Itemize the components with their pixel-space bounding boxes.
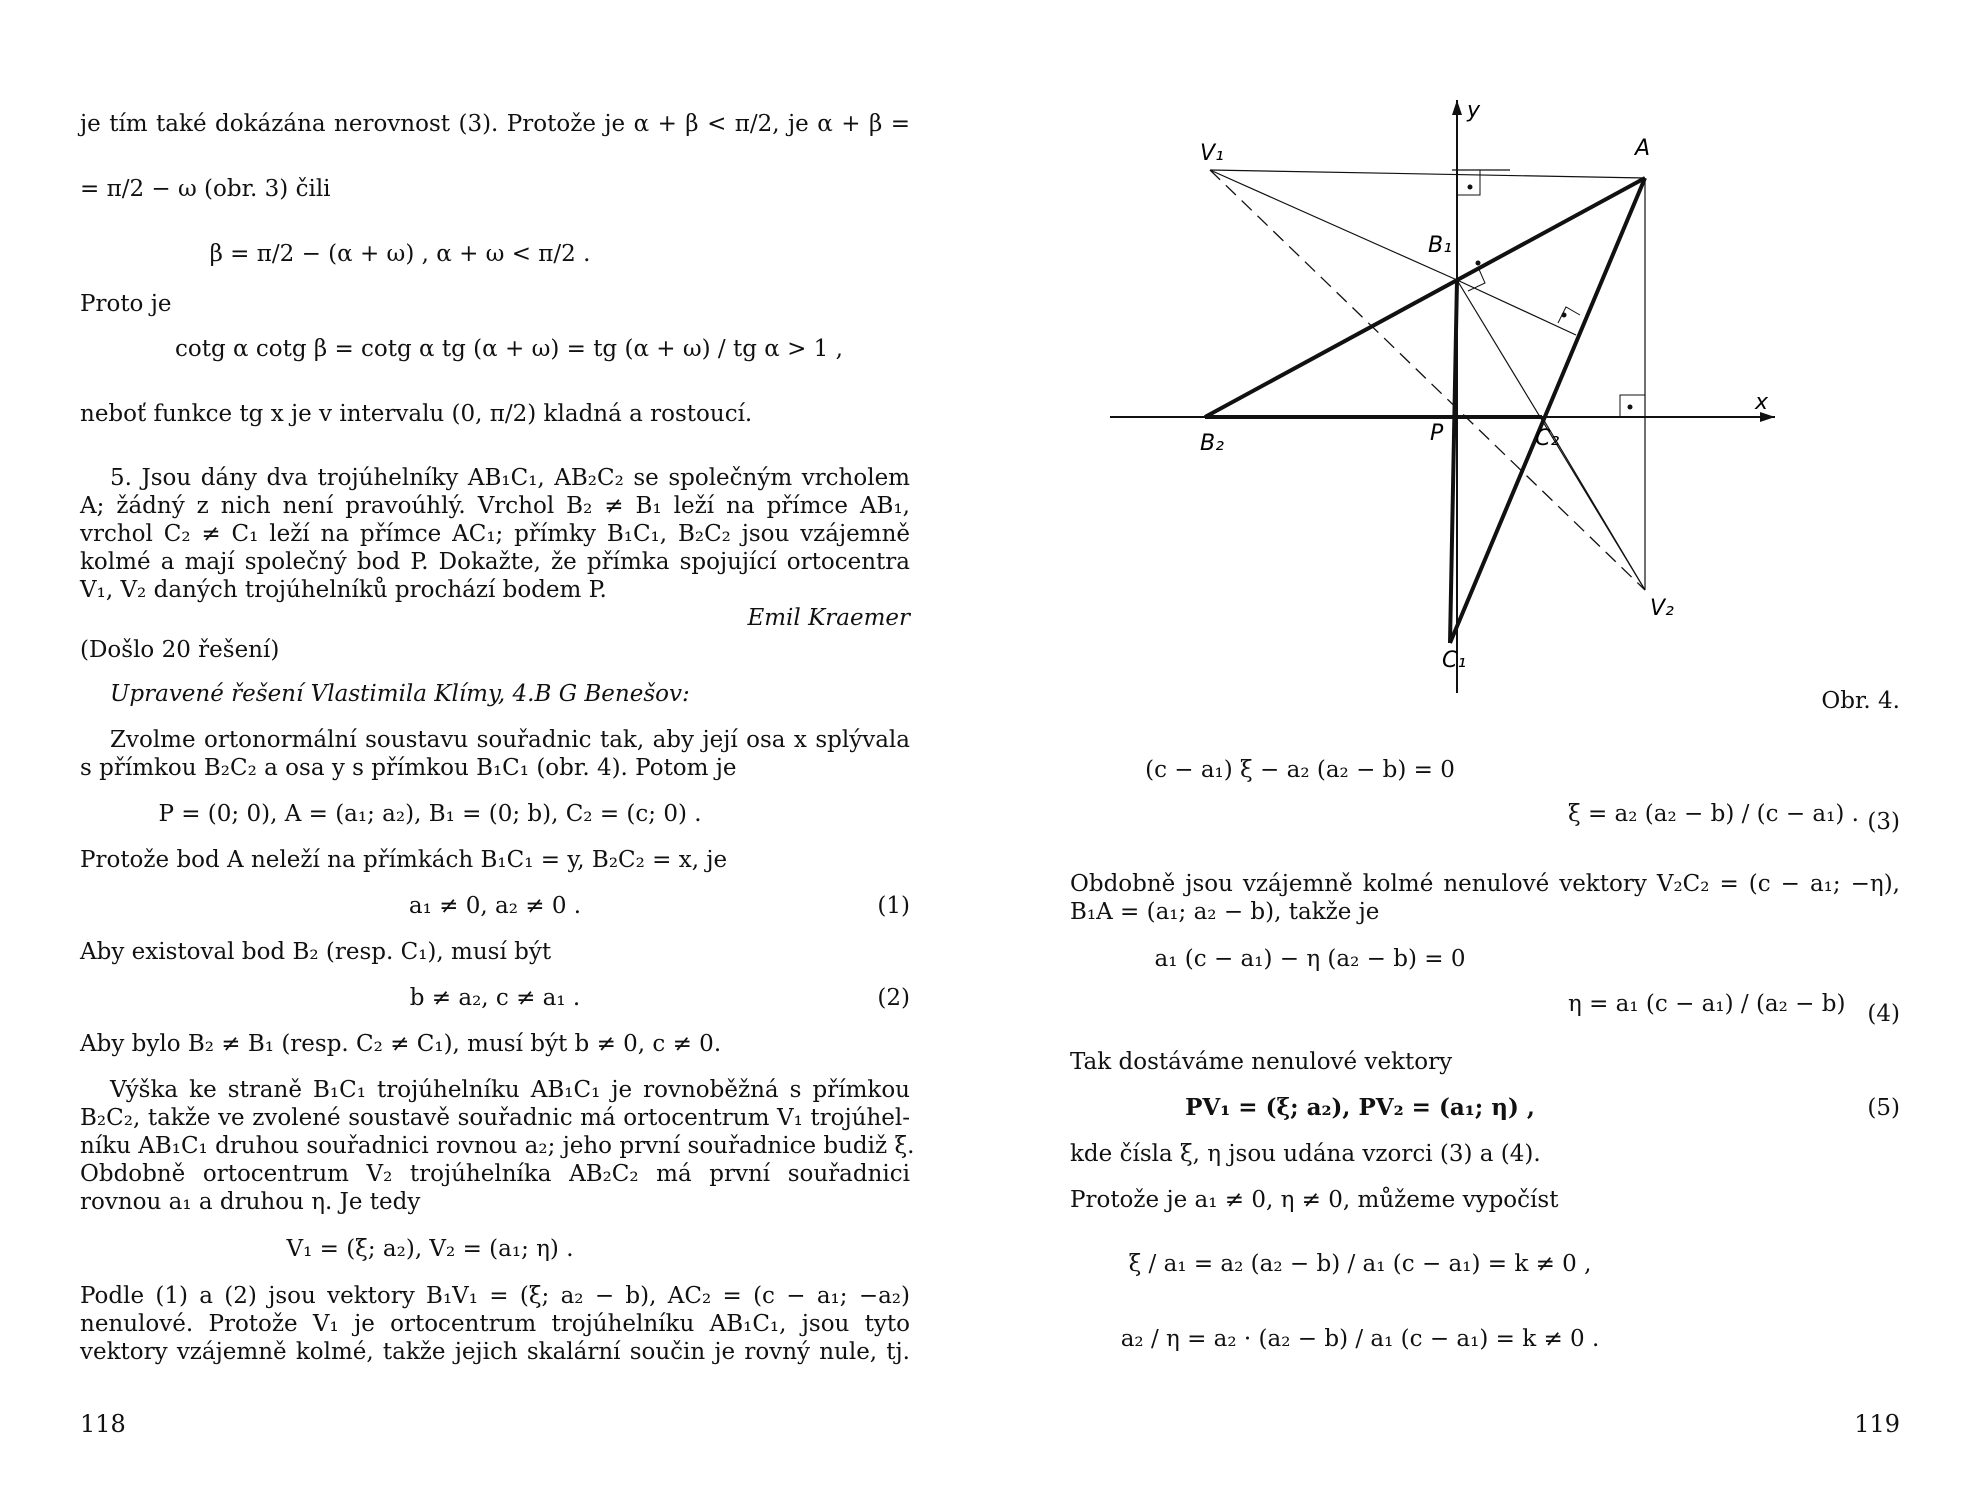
text-line: Obdobně ortocentrum V₂ trojúhelníka AB₂C₂ má první souřadnici (80, 1161, 910, 1187)
equation-number: (2) (877, 985, 910, 1011)
line-V1-A (1210, 170, 1645, 178)
text-line: Protože je a₁ ≠ 0, η ≠ 0, můžeme vypočíst (1070, 1187, 1559, 1213)
right-angle-mark (1457, 170, 1480, 195)
equation: a₁ ≠ 0, a₂ ≠ 0 . (408, 893, 582, 919)
equation: a₁ (c − a₁) − η (a₂ − b) = 0 (1154, 946, 1466, 972)
text-line: B₂C₂, takže ve zvolené soustavě souřadnic má ortocentrum V₁ trojúhel- (80, 1105, 910, 1131)
right-angle-mark (1558, 307, 1580, 323)
text-line: neboť funkce tg x je v intervalu (0, π/2) kladná a rostoucí. (80, 401, 753, 427)
equation: β = π/2 − (α + ω) , α + ω < π/2 . (209, 241, 591, 267)
line-A-C1 (1450, 178, 1645, 643)
equation-number: (1) (877, 893, 910, 919)
right-page (990, 0, 1980, 1500)
equation: η = a₁ (c − a₁) / (a₂ − b) (1568, 991, 1846, 1017)
text-line: Výška ke straně B₁C₁ trojúhelníku AB₁C₁ je rovnoběžná s přímkou (110, 1077, 910, 1103)
text-line: rovnou a₁ a druhou η. Je tedy (80, 1189, 421, 1215)
text-line: = π/2 − ω (obr. 3) čili (80, 176, 331, 202)
equation-number: (4) (1867, 1001, 1900, 1027)
line-B2-A (1205, 178, 1645, 417)
text-line: Podle (1) a (2) jsou vektory B₁V₁ = (ξ; a₂ − b), AC₂ = (c − a₁; −a₂) (80, 1283, 910, 1309)
problem-text: A; žádný z nich není pravoúhlý. Vrchol B₂ ≠ B₁ leží na přímce AB₁, (80, 493, 910, 519)
label-P: P (1430, 421, 1444, 446)
text-line: kde čísla ξ, η jsou udána vzorci (3) a (4). (1070, 1141, 1541, 1167)
label-A: A (1635, 136, 1651, 161)
text-line: nenulové. Protože V₁ je ortocentrum trojúhelníku AB₁C₁, jsou tyto (80, 1311, 910, 1337)
right-angle-dot (1476, 261, 1481, 266)
line-V1-B1 (1210, 170, 1457, 280)
equation: cotg α cotg β = cotg α tg (α + ω) = tg (α + ω) / tg α > 1 , (175, 336, 843, 362)
text-line: Protože bod A neleží na přímkách B₁C₁ = y, B₂C₂ = x, je (80, 847, 728, 873)
label-B1: B₁ (1428, 233, 1452, 258)
text-line: níku AB₁C₁ druhou souřadnici rovnou a₂; jeho první souřadnice budiž ξ. (80, 1133, 915, 1159)
text-line: Tak dostáváme nenulové vektory (1070, 1049, 1453, 1075)
text-line: Aby existoval bod B₂ (resp. C₁), musí být (80, 939, 552, 965)
figure-4 (1110, 95, 1790, 695)
page-number: 118 (80, 1410, 126, 1438)
figure-caption: Obr. 4. (1821, 688, 1900, 714)
right-angle-mark (1620, 395, 1645, 417)
equation: V₁ = (ξ; a₂), V₂ = (a₁; η) . (286, 1236, 574, 1262)
label-B2: B₂ (1200, 431, 1224, 456)
problem-text: 5. Jsou dány dva trojúhelníky AB₁C₁, AB₂C₂ se společným vrcholem (110, 465, 910, 491)
label-C2: C₂ (1535, 426, 1560, 451)
text-line: vektory vzájemně kolmé, takže jejich skalární součin je rovný nule, tj. (80, 1339, 910, 1365)
text-line: Obdobně jsou vzájemně kolmé nenulové vektory V₂C₂ = (c − a₁; −η), (1070, 871, 1900, 897)
text-line: je tím také dokázána nerovnost (3). Protože je α + β < π/2, je α + β = (80, 111, 910, 137)
y-axis-arrow (1452, 100, 1462, 115)
right-angle-dot (1468, 185, 1473, 190)
text-line: (Došlo 20 řešení) (80, 637, 280, 663)
equation: ξ / a₁ = a₂ (a₂ − b) / a₁ (c − a₁) = k ≠ 0 , (1128, 1251, 1592, 1277)
equation: a₂ / η = a₂ · (a₂ − b) / a₁ (c − a₁) = k ≠ 0 . (1120, 1326, 1600, 1352)
label-C1: C₁ (1442, 648, 1467, 673)
problem-text: kolmé a mají společný bod P. Dokažte, že přímka spojující ortocentra (80, 549, 910, 575)
right-angle-dot (1628, 405, 1633, 410)
equation: ξ = a₂ (a₂ − b) / (c − a₁) . (1568, 801, 1859, 827)
page-number: 119 (1854, 1410, 1900, 1438)
equation: PV₁ = (ξ; a₂), PV₂ = (a₁; η) , (1185, 1094, 1535, 1121)
label-V2: V₂ (1650, 596, 1674, 621)
equation-number: (3) (1867, 809, 1900, 835)
solution-heading: Upravené řešení Vlastimila Klímy, 4.B G Benešov: (110, 681, 690, 707)
text-line: s přímkou B₂C₂ a osa y s přímkou B₁C₁ (obr. 4). Potom je (80, 755, 737, 781)
text-line: Zvolme ortonormální soustavu souřadnic tak, aby její osa x splývala (110, 727, 910, 753)
label-V1: V₁ (1200, 141, 1224, 166)
text-line: Proto je (80, 291, 172, 317)
equation: b ≠ a₂, c ≠ a₁ . (409, 985, 581, 1011)
text-line: Aby bylo B₂ ≠ B₁ (resp. C₂ ≠ C₁), musí být b ≠ 0, c ≠ 0. (80, 1031, 722, 1057)
label-x: x (1755, 390, 1769, 415)
equation-number: (5) (1867, 1095, 1900, 1121)
problem-text: vrchol C₂ ≠ C₁ leží na přímce AC₁; přímky B₁C₁, B₂C₂ jsou vzájemně (80, 521, 910, 547)
label-y: y (1467, 98, 1481, 123)
segment-C1-B1 (1450, 280, 1457, 643)
equation: (c − a₁) ξ − a₂ (a₂ − b) = 0 (1145, 757, 1455, 783)
text-line: B₁A = (a₁; a₂ − b), takže je (1070, 899, 1380, 925)
author: Emil Kraemer (747, 605, 910, 631)
problem-text: V₁, V₂ daných trojúhelníků prochází bodem P. (80, 577, 607, 603)
equation: P = (0; 0), A = (a₁; a₂), B₁ = (0; b), C₂ = (c; 0) . (158, 801, 702, 827)
